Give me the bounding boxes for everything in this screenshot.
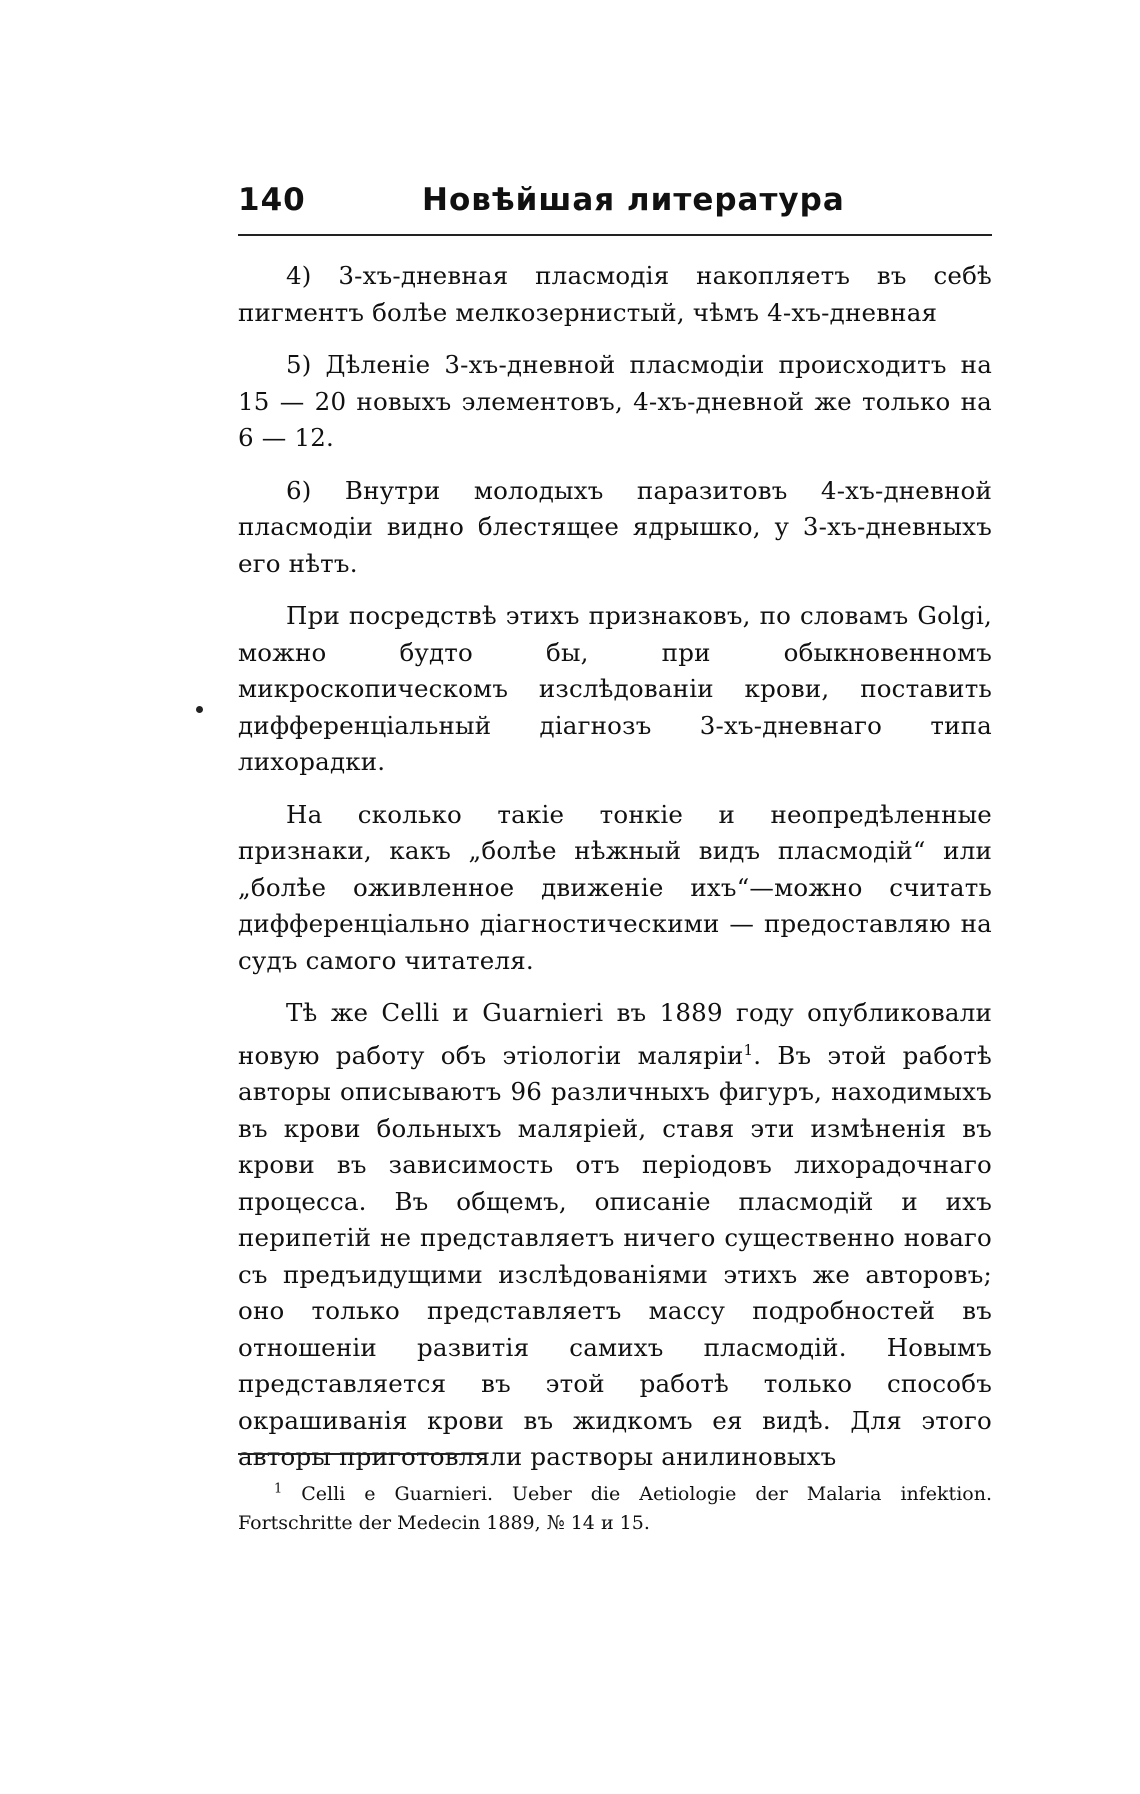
paragraph-text-end: . Въ этой работѣ авторы описываютъ 96 различныхъ фигуръ, находимыхъ въ крови больныхъ маляріей, ставя эти измѣненія въ крови въ зависимость отъ періодовъ лихорадочнаго процесса. Въ общемъ, описаніе пласмодій и ихъ перипетій не представляетъ ничего существенно новаго съ предъидущими изслѣдованіями этихъ же авторовъ; оно только представляетъ массу подробностей въ отношеніи развитія самихъ пласмодій. Новымъ представляется въ этой работѣ только способъ окрашиванія крови въ жидкомъ ея видѣ. Для этого авторы приготовляли растворы анилиновыхъ [238,1040,992,1472]
paragraph-item-4: 4) 3-хъ-дневная пласмодія накопляетъ въ себѣ пигментъ болѣе мелкозернистый, чѣмъ 4-хъ-дневная [238,261,992,327]
footnote-mark: 1 [274,1481,283,1497]
paragraph-signs: На сколько такіе тонкіе и неопредѣленные признаки, какъ „болѣе нѣжный видъ пласмодій“ или „болѣе оживленное движеніе ихъ“—можно считать дифференціально діагностическими — предоставляю на судъ самого читателя. [238,799,992,975]
paragraph-celli-guarnieri [238,995,992,1476]
margin-mark [196,706,203,713]
footnote-text: Celli e Guarnieri. Ueber die Aetiologie der Malaria infektion. Fortschritte der Medecin 1889, № 14 и 15. [238,1483,992,1534]
running-header [238,168,992,228]
footnote-rule [238,1453,486,1455]
paragraph-golgi: При посредствѣ этихъ признаковъ, по словамъ Golgi, можно будто бы, при обыкновенномъ микроскопическомъ изслѣдованіи крови, поставить дифференціальный діагнозъ 3-хъ-дневнаго типа лихорадки. [238,601,992,776]
paragraph-item-5: 5) Дѣленіе 3-хъ-дневной пласмодіи происходитъ на 15 — 20 новыхъ элементовъ, 4-хъ-дневной же только на 6 — 12. [238,350,992,452]
page-number: 140 [238,182,306,218]
running-title: Новѣйшая литература [422,182,845,218]
paragraph-item-6: 6) Внутри молодыхъ паразитовъ 4-хъ-дневной пласмодіи видно блестящее ядрышко, у 3-хъ-дневныхъ его нѣтъ. [238,475,992,578]
footnote-ref: 1 [743,1040,754,1059]
footnote [238,1480,992,1538]
body-text [238,258,992,1492]
paragraph-text-start: Тѣ же Celli и Guarnieri въ 1889 году опубликовали новую работу объ этіологіи маляріи [238,998,992,1070]
header-rule [238,234,992,236]
